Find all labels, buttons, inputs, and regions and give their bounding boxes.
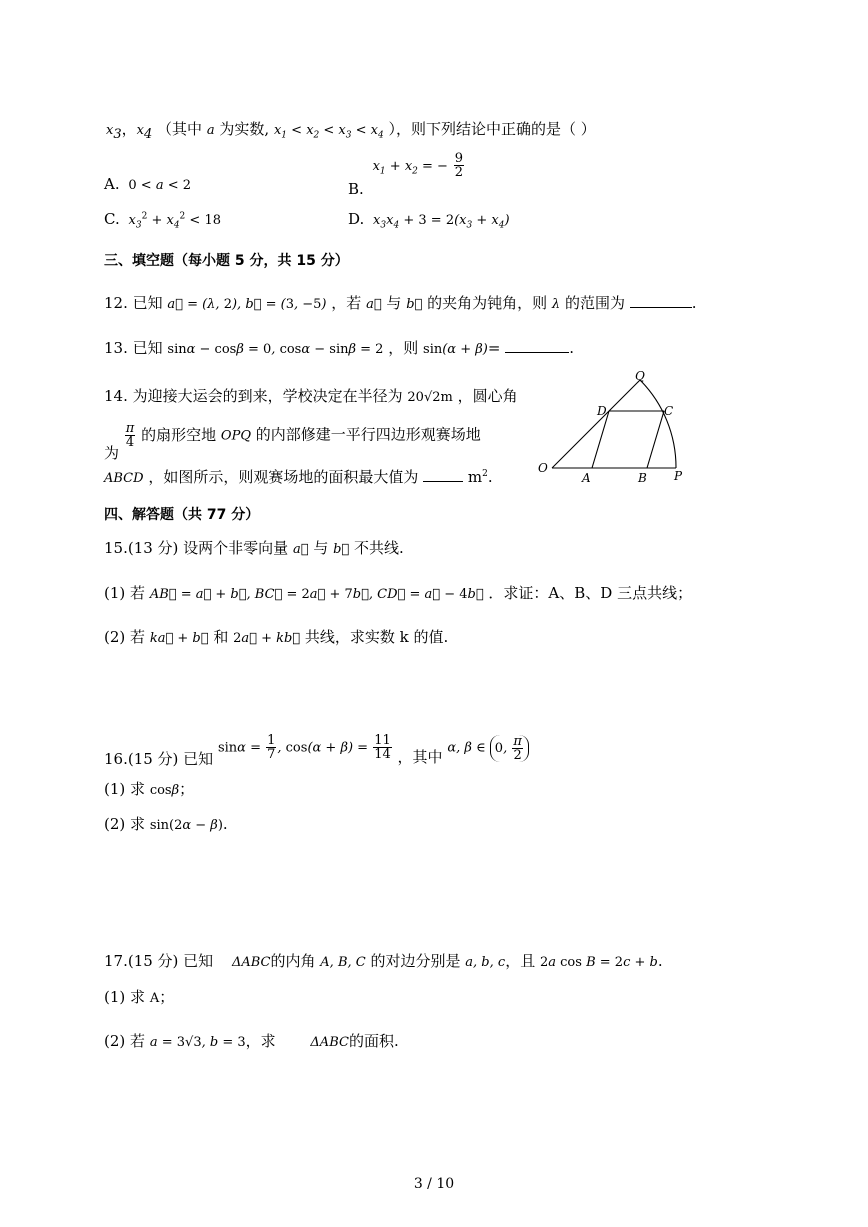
q15-stem-text: 15.(13 分) 设两个非零向量 <box>104 539 289 557</box>
q11-stem-end: ），则下列结论中正确的是（ ） <box>388 120 596 138</box>
label-Q: Q <box>635 369 645 383</box>
option-c-label: C. <box>104 210 120 228</box>
q14-line3: ABCD ，如图所示，则观赛场地的面积最大值为 $m^2$. <box>104 468 493 486</box>
q14-unit: m <box>467 468 483 486</box>
q16-part2-label: (2) 求 <box>104 815 146 833</box>
q17-mid3: ，且 <box>505 952 536 970</box>
q17-part2-mid: ，求 <box>245 1032 276 1050</box>
q12-end: 的范围为 <box>564 294 625 312</box>
segment-CB <box>647 411 664 468</box>
q16-stem-text: 16.(15 分) 已知 <box>104 749 214 768</box>
q17-mid2: 的对边分别是 <box>370 952 461 970</box>
option-a-label: A. <box>104 175 120 193</box>
q17-part2: (2) 若 a = 3√3, b = 3，求 ΔABC的面积. <box>104 1032 399 1050</box>
q17-part1-end: ； <box>159 988 175 1006</box>
q17-mid1: 的内角 <box>270 952 316 970</box>
q12-answer-blank[interactable] <box>630 293 692 308</box>
q14-line2: 为 $\frac{\pi}{4}$ 的扇形空地 OPQ 的内部修建一平行四边形观赛场地 <box>104 421 481 462</box>
q14-line1-text: 14. 为迎接大运会的到来，学校决定在半径为 <box>104 387 403 405</box>
label-O: O <box>538 461 548 475</box>
q12-mid2: 与 <box>386 294 402 312</box>
q15-part1: (1) 若 AB⃗ = a⃗ + b⃗, BC⃗ = 2a⃗ + 7b⃗, CD⃗ = a⃗ − 4b⃗ ．求证：A、B、D 三点共线； <box>104 584 693 602</box>
option-d-label: D. <box>348 210 365 228</box>
q17-stem-text: 17.(15 分) 已知 <box>104 952 214 970</box>
q13-equals: = <box>487 339 501 357</box>
label-C: C <box>664 404 674 418</box>
q15-part2-end: 共线，求实数 k 的值. <box>304 628 449 646</box>
q15-part1-end: ．求证：A、B、D 三点共线； <box>488 584 693 602</box>
label-A: A <box>582 471 591 485</box>
q16-stem: 16.(15 分) 已知 sinα = $\frac{1}{7}$ , cos(α + β) = $\frac{11}{14}$ ，其中 α, β ∈ 0, $\frac{\pi}{2}$ <box>104 734 529 762</box>
q11-stem-mid: 为实数, <box>219 120 270 138</box>
q13-answer-blank[interactable] <box>505 338 569 353</box>
q16-part2: (2) 求 sin(2α − β). <box>104 815 228 833</box>
q15-part2-mid: 和 <box>213 628 229 646</box>
q11-option-a[interactable]: A. 0 < a < 2 <box>104 175 192 193</box>
arc-PQ <box>640 380 676 468</box>
q15-stem-end: 不共线. <box>354 539 404 557</box>
q15-stem: 15.(13 分) 设两个非零向量 a⃗ 与 b⃗ 不共线. <box>104 539 404 557</box>
q14-line2-a: 为 <box>104 443 120 462</box>
q15-stem-mid: 与 <box>313 539 329 557</box>
q13-line: 13. 已知 sinα − cosβ = 0, cosα − sinβ = 2 ，则 sin(α + β)= . <box>104 339 574 357</box>
option-b-label: B. <box>348 179 364 198</box>
q12-mid3: 的夹角为钝角，则 <box>427 294 548 312</box>
q16-part1-label: (1) 求 <box>104 780 146 798</box>
label-D: D <box>597 404 607 418</box>
q15-part2-label: (2) 若 <box>104 628 146 646</box>
q14-line1: 14. 为迎接大运会的到来，学校决定在半径为 20√2m ，圆心角 <box>104 387 518 405</box>
sector-figure <box>536 368 696 486</box>
q11-stem-cont: （其中 <box>157 120 203 138</box>
q17-part2-end: 的面积. <box>348 1032 399 1050</box>
q11-option-d[interactable]: D. $x_3x_4 + 3 = 2(x_3 + x_4)$ <box>348 210 510 231</box>
q17-part2-label: (2) 若 <box>104 1032 146 1050</box>
q16-mid: ，其中 <box>397 747 443 766</box>
q14-line2-c: 的内部修建一平行四边形观赛场地 <box>255 425 481 444</box>
q12-number: 12. 已知 <box>104 294 163 312</box>
q14-line2-b: 的扇形空地 <box>141 425 217 444</box>
q14-line1-end: ，圆心角 <box>457 387 518 405</box>
q11-option-b[interactable]: B. $x_1 + x_2$ = − $\frac{9}{2}$ <box>348 151 464 198</box>
q11-stem-line: $x_3$，$x_4$ （其中 a 为实数, $x_1 < x_2 < x_3 < x_4$ ），则下列结论中正确的是（ ） <box>106 120 596 142</box>
q14-line3-b: ，如图所示，则观赛场地的面积最大值为 <box>148 468 419 486</box>
q14-answer-blank[interactable] <box>423 467 463 482</box>
label-P: P <box>674 469 683 483</box>
page-number: 3 / 10 <box>413 1176 455 1192</box>
q16-part1: (1) 求 cosβ； <box>104 780 195 798</box>
q12-mid1: ，若 <box>331 294 362 312</box>
q11-option-c[interactable]: C. $x_3^2 + x_4^2 < 18$ <box>104 210 221 231</box>
q17-stem: 17.(15 分) 已知 ΔABC的内角 A, B, C 的对边分别是 a, b, c，且 2a cos B = 2c + b. <box>104 952 663 970</box>
q12-line: 12. 已知 a⃗ = (λ, 2), b⃗ = (3, −5) ，若 a⃗ 与 b⃗ 的夹角为钝角，则 λ 的范围为 . <box>104 294 697 312</box>
section3-heading: 三、填空题（每小题 5 分，共 15 分） <box>104 253 349 269</box>
q15-part1-label: (1) 若 <box>104 584 146 602</box>
q17-part1: (1) 求 A； <box>104 988 175 1006</box>
q13-mid: ，则 <box>388 339 419 357</box>
q13-number: 13. 已知 <box>104 339 163 357</box>
q15-part2: (2) 若 ka⃗ + b⃗ 和 2a⃗ + kb⃗ 共线，求实数 k 的值. <box>104 628 449 646</box>
label-B: B <box>638 471 647 485</box>
q17-part1-label: (1) 求 <box>104 988 146 1006</box>
section4-heading: 四、解答题（共 77 分） <box>104 507 260 523</box>
